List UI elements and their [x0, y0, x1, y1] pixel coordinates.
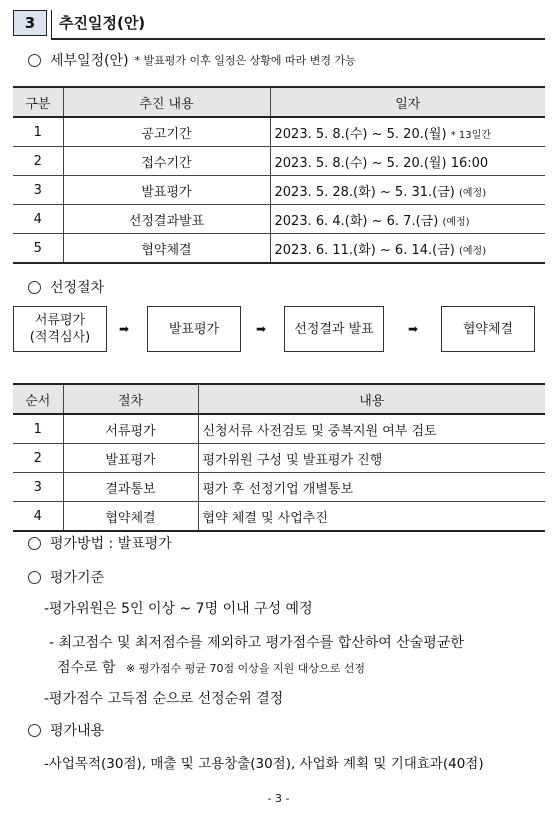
table-row: [13, 444, 545, 473]
page-number: - 3 -: [267, 792, 290, 805]
method-text: 평가방법 : 발표평가: [50, 536, 172, 552]
circle-bullet-icon: [28, 281, 41, 294]
table-row: [13, 176, 545, 205]
circle-bullet-icon: [28, 724, 41, 737]
schedule-table: [13, 86, 545, 264]
flow-step-announcement: 선정결과 발표: [284, 306, 384, 352]
criteria-heading: [28, 567, 104, 587]
row-item: 공고기간: [63, 117, 270, 147]
flow-step-presentation: 발표평가: [147, 306, 241, 352]
row-step: 결과통보: [63, 473, 198, 502]
table-row: [13, 234, 545, 264]
row-no: 5: [13, 234, 63, 264]
row-date: 2023. 5. 28.(화) ~ 5. 31.(금): [274, 184, 455, 200]
table-row: [13, 205, 545, 234]
circle-bullet-icon: [28, 54, 41, 67]
table-row: [13, 502, 545, 532]
row-date: 2023. 5. 8.(수) ~ 5. 20.(월): [274, 126, 447, 142]
row-desc: 평가 후 선정기업 개별통보: [198, 473, 545, 502]
content-line: -사업목적(30점), 매출 및 고용창출(30점), 사업화 계획 및 기대효과(40점): [44, 756, 484, 772]
row-step: 협약체결: [63, 502, 198, 532]
row-no: 2: [13, 444, 63, 473]
row-date-cell: [270, 205, 545, 234]
schedule-table-header: [13, 87, 545, 117]
row-item: 선정결과발표: [63, 205, 270, 234]
row-step: 발표평가: [63, 444, 198, 473]
schedule-heading: [28, 50, 356, 70]
circle-bullet-icon: [28, 537, 41, 550]
col-header-step: 절차: [63, 384, 198, 414]
row-extra: (예정): [442, 216, 470, 228]
procedure-heading: [28, 277, 104, 297]
row-desc: 평가위원 구성 및 발표평가 진행: [198, 444, 545, 473]
row-date: 2023. 5. 8.(수) ~ 5. 20.(월) 16:00: [274, 155, 489, 171]
row-date-cell: [270, 176, 545, 205]
row-date-cell: [270, 234, 545, 264]
criteria-footnote: ※ 평가점수 평균 70점 이상을 지원 대상으로 선정: [126, 662, 365, 675]
circle-bullet-icon: [28, 571, 41, 584]
criteria-line-2b: 점수로 함: [57, 660, 116, 676]
table-row: [13, 147, 545, 176]
table-row: [13, 473, 545, 502]
row-date-cell: [270, 147, 545, 176]
section-number: 3: [13, 10, 47, 36]
row-desc: 협약 체결 및 사업추진: [198, 502, 545, 532]
row-date: 2023. 6. 4.(화) ~ 6. 7.(금): [274, 213, 439, 229]
header-underline: [51, 38, 545, 40]
row-date: 2023. 6. 11.(화) ~ 6. 14.(금): [274, 242, 455, 258]
arrow-right-icon: ➡: [256, 322, 267, 336]
criteria-heading-title: 평가기준: [50, 570, 105, 586]
row-extra: * 13일간: [450, 129, 491, 141]
procedure-table-header: [13, 384, 545, 414]
flow-step-agreement: 협약체결: [441, 306, 535, 352]
procedure-table: [13, 383, 545, 532]
col-header-date: 일자: [270, 87, 545, 117]
table-row: [13, 117, 545, 147]
row-no: 4: [13, 502, 63, 532]
schedule-heading-note: * 발표평가 이후 일정은 상황에 따라 변경 가능: [134, 54, 356, 67]
row-desc: 신청서류 사전검토 및 중복지원 여부 검토: [198, 414, 545, 444]
row-no: 3: [13, 473, 63, 502]
col-header-order: 순서: [13, 384, 63, 414]
header-divider: [51, 10, 52, 38]
row-no: 1: [13, 414, 63, 444]
procedure-heading-title: 선정절차: [50, 280, 105, 296]
row-item: 발표평가: [63, 176, 270, 205]
criteria-line-2-cont: [57, 657, 365, 677]
flow-step-screening: [13, 306, 107, 352]
method-heading: [28, 533, 172, 553]
section-title: 추진일정(안): [59, 14, 146, 32]
row-step: 서류평가: [63, 414, 198, 444]
flow-step1-line2: (적격심사): [29, 330, 91, 345]
row-extra: (예정): [458, 245, 487, 257]
content-heading: [28, 720, 104, 740]
arrow-right-icon: ➡: [408, 322, 419, 336]
row-date-cell: [270, 117, 545, 147]
table-row: [13, 414, 545, 444]
col-header-no: 구분: [13, 87, 63, 117]
row-no: 3: [13, 176, 63, 205]
row-no: 4: [13, 205, 63, 234]
col-header-content: 내용: [198, 384, 545, 414]
arrow-right-icon: ➡: [119, 322, 130, 336]
content-heading-title: 평가내용: [50, 723, 105, 739]
flow-step1-line1: 서류평가: [34, 313, 86, 328]
row-no: 2: [13, 147, 63, 176]
row-item: 협약체결: [63, 234, 270, 264]
schedule-heading-title: 세부일정(안): [50, 53, 129, 69]
criteria-line-2: - 최고점수 및 최저점수를 제외하고 평가점수를 합산하여 산술평균한: [49, 635, 464, 651]
row-no: 1: [13, 117, 63, 147]
section-header: [13, 8, 545, 38]
criteria-line-1: -평가위원은 5인 이상 ~ 7명 이내 구성 예정: [44, 601, 313, 617]
criteria-line-3: -평가점수 고득점 순으로 선정순위 결정: [44, 691, 284, 707]
row-item: 접수기간: [63, 147, 270, 176]
row-extra: (예정): [458, 187, 487, 199]
col-header-item: 추진 내용: [63, 87, 270, 117]
